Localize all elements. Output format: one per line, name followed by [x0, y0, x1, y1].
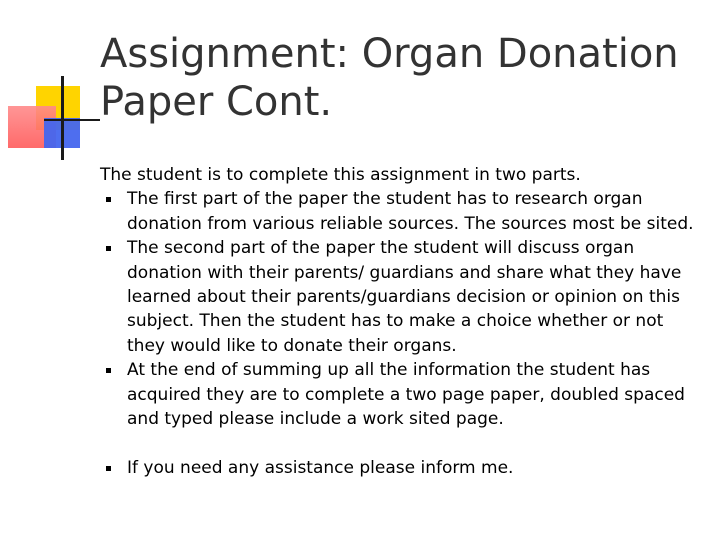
- list-item: [100, 236, 700, 358]
- square-bullet-icon: [106, 466, 111, 471]
- slide-title-line-1: Assignment: Organ Donation: [100, 31, 679, 77]
- list-item-text: The second part of the paper the student will discuss organ donation with their parents/ guardians and share what they have learned about their parents/guardians decision or opinion on this subject. Then the student has to make a choice whether or not they would like to donate their organs.: [127, 238, 682, 356]
- list-item: [100, 187, 700, 236]
- bullet-list: [100, 187, 700, 480]
- square-bullet-icon: [106, 197, 111, 202]
- list-item: [100, 358, 700, 431]
- decorative-vertical-line: [61, 76, 64, 160]
- slide-body: [100, 163, 700, 480]
- intro-text: The student is to complete this assignment in two parts.: [100, 165, 581, 185]
- list-item-text: The first part of the paper the student has to research organ donation from various reliable sources. The sources most be sited.: [127, 189, 694, 234]
- square-bullet-icon: [106, 368, 111, 373]
- slide-title: [100, 30, 700, 126]
- list-item-text: If you need any assistance please inform me.: [127, 457, 514, 478]
- list-item-text: At the end of summing up all the information the student has acquired they are to complete a two page paper, doubled spaced and typed please include a work sited page.: [127, 360, 685, 430]
- slide-title-line-2: Paper Cont.: [100, 79, 333, 125]
- decorative-horizontal-line: [44, 119, 100, 121]
- square-bullet-icon: [106, 246, 111, 251]
- list-item: [100, 456, 700, 480]
